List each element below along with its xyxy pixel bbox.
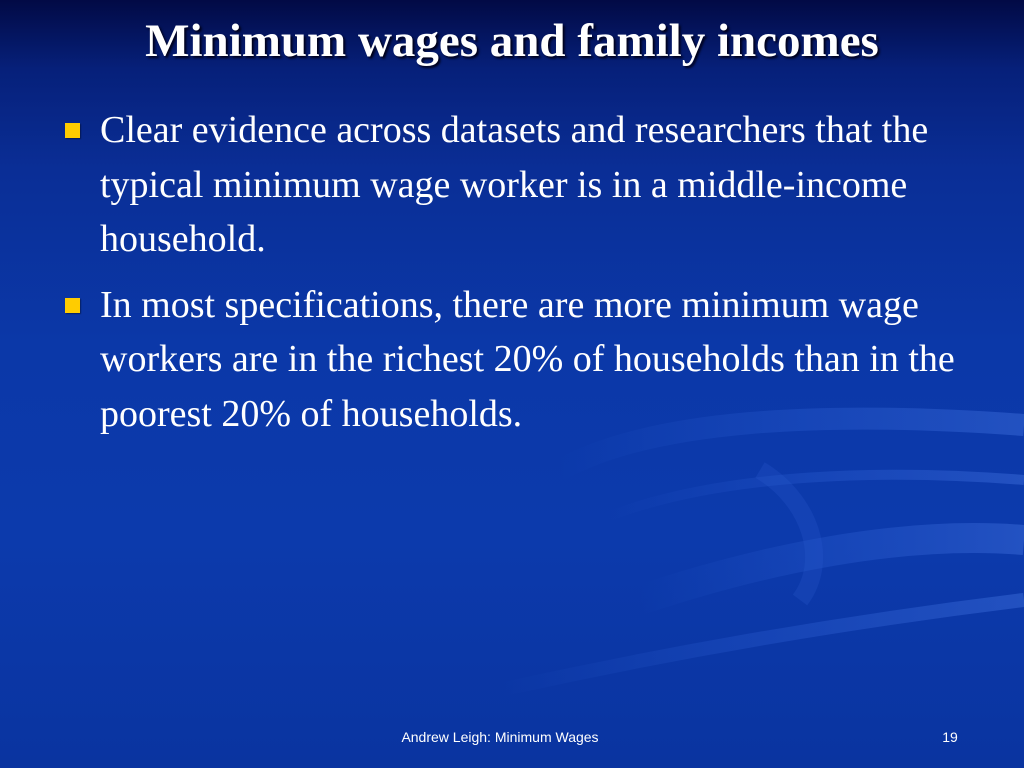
- bullet-text: In most specifications, there are more minimum wage workers are in the richest 20% of households than in the poorest 20% of households.: [100, 283, 955, 435]
- footer-text: Andrew Leigh: Minimum Wages: [401, 729, 599, 745]
- bullet-text: Clear evidence across datasets and researchers that the typical minimum wage worker is in a middle-income household.: [100, 109, 929, 260]
- bullet-item: [62, 278, 962, 442]
- slide-number: 19: [942, 729, 958, 745]
- slide-title: Minimum wages and family incomes: [145, 15, 879, 67]
- bullet-list: [62, 103, 962, 452]
- bullet-item: [62, 103, 962, 267]
- square-bullet-icon: [65, 123, 80, 138]
- square-bullet-icon: [65, 298, 80, 313]
